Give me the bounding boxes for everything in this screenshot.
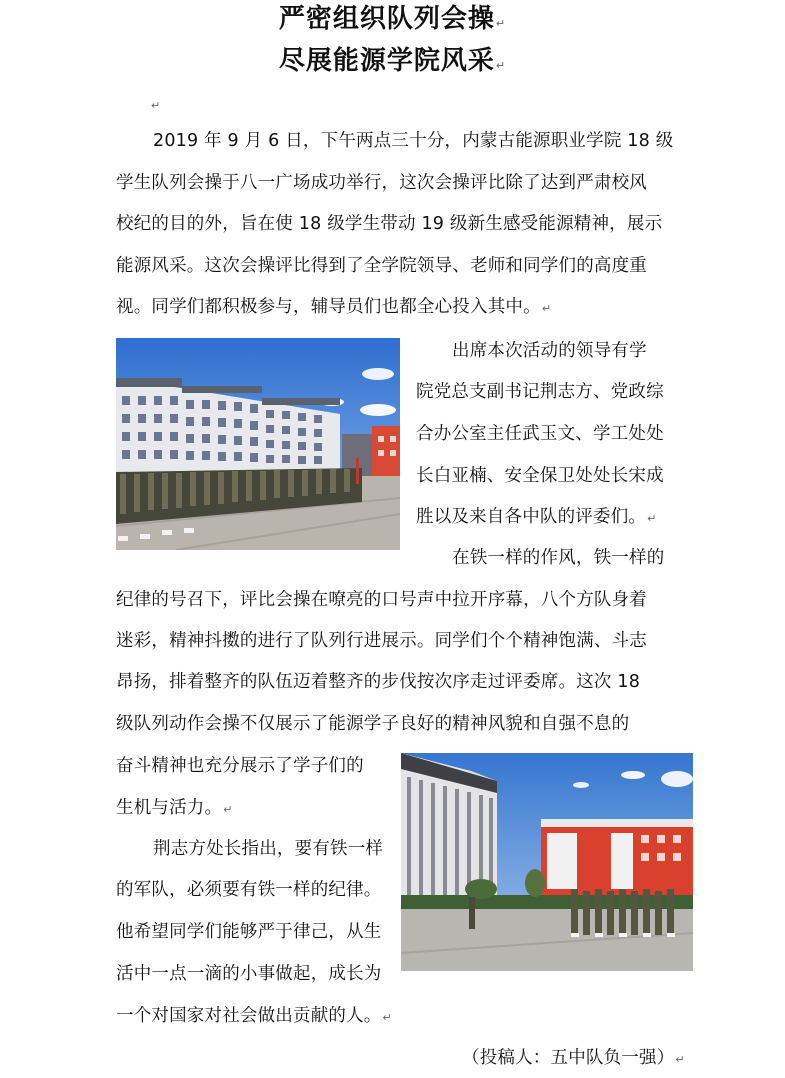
paragraph-4-line: 荆志方处长指出，要有铁一样 xyxy=(153,839,384,859)
paragraph-2-line: 长白亚楠、安全保卫处处长宋成 xyxy=(416,466,664,486)
paragraph-4-line: 他希望同学们能够严于律己，从生 xyxy=(116,922,382,942)
paragraph-1-line: 能源风采。这次会操评比得到了全学院领导、老师和同学们的高度重 xyxy=(116,256,647,276)
paragraph-1-line: 2019 年 9 月 6 日，下午两点三十分，内蒙古能源职业学院 18 级 xyxy=(153,131,674,151)
paragraph-1-last-line: 视。同学们都积极参与，辅导员们也都全心投入其中。↵ xyxy=(116,297,552,317)
paragraph-1-line: 校纪的目的外，旨在使 18 级学生带动 19 级新生感受能源精神，展示 xyxy=(116,214,663,234)
title-line-1: 严密组织队列会操↵ xyxy=(278,4,507,34)
paragraph-4-last-line: 一个对国家对社会做出贡献的人。↵ xyxy=(116,1006,392,1026)
paragraph-4-line: 的军队，必须要有铁一样的纪律。 xyxy=(116,880,382,900)
paragraph-2-line: 院党总支副书记荆志方、党政综 xyxy=(416,382,664,402)
paragraph-3-line: 纪律的号召下，评比会操在嘹亮的口号声中拉开序幕，八个方队身着 xyxy=(116,590,647,610)
empty-paragraph-mark: ↵ xyxy=(151,99,161,112)
paragraph-2-last-line: 胜以及来自各中队的评委们。↵ xyxy=(416,507,657,527)
paragraph-3-last-line: 生机与活力。↵ xyxy=(116,798,233,818)
paragraph-3-line: 迷彩，精神抖擞的进行了队列行进展示。同学们个个精神饱满、斗志 xyxy=(116,631,647,651)
byline: （投稿人：五中队负一强）↵ xyxy=(462,1048,685,1068)
photo-students-formation xyxy=(116,338,400,550)
photo-students-formation-drawing xyxy=(116,338,400,550)
paragraph-2-line: 合办公室主任武玉文、学工处处 xyxy=(416,424,664,444)
paragraph-3-line: 在铁一样的作风，铁一样的 xyxy=(452,548,665,568)
paragraph-3-line: 昂扬，排着整齐的队伍迈着整齐的步伐按次序走过评委席。这次 18 xyxy=(116,672,641,692)
title-line-2: 尽展能源学院风采↵ xyxy=(278,46,507,76)
paragraph-1-line: 学生队列会操于八一广场成功举行，这次会操评比除了达到严肃校风 xyxy=(116,173,647,193)
paragraph-4-line: 活中一点一滴的小事做起，成长为 xyxy=(116,964,382,984)
paragraph-2-line: 出席本次活动的领导有学 xyxy=(452,341,647,361)
photo-squad-drill xyxy=(401,753,693,971)
paragraph-3-line: 奋斗精神也充分展示了学子们的 xyxy=(116,756,364,776)
paragraph-3-line: 级队列动作会操不仅展示了能源学子良好的精神风貌和自强不息的 xyxy=(116,714,630,734)
photo-squad-drill-drawing xyxy=(401,753,693,971)
